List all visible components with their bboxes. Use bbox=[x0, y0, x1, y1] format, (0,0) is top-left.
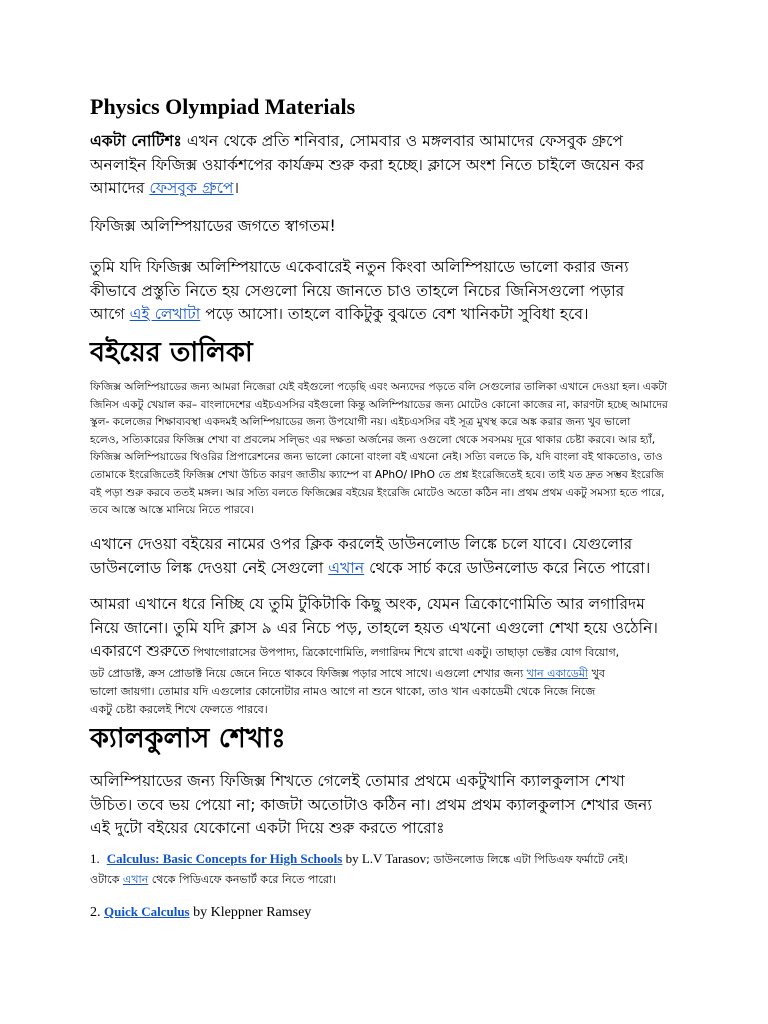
assume-line-6: একটু চেষ্টা করলেই শিখে ফেলতে পারবে। bbox=[90, 702, 268, 716]
booklist-line: বই পড়া শুরু করবে ততই মঙ্গল। আর সত্যি বলতে ফিজিক্সের বইয়ের ইংরেজি মোটেও অতো কঠিন না। প্রথম প্রথম একটু সমস্যা হতে পারে, bbox=[90, 486, 665, 499]
booklist-line: তোমাকে ইংরেজিতেই ফিজিক্স শেখা উচিত কারণ জাতীয় ক্যাম্পে বা APhO/ IPhO তে প্রশ্ন ইংরেজিতেই হবে। তাই যত দ্রুত সম্ভব ইংরেজি bbox=[90, 468, 664, 481]
book-list-item bbox=[90, 849, 710, 890]
notice-line-2: অনলাইন ফিজিক্স ওয়ার্কশপের কার্যক্রম শুরু করা হচ্ছে। ক্লাসে অংশ নিতে চাইলে জয়েন কর bbox=[90, 155, 645, 174]
book-line-1 bbox=[90, 902, 710, 923]
khan-academy-link[interactable]: খান একাডেমী bbox=[526, 666, 589, 680]
intro-line-2: কীভাবে প্রস্তুতি নিতে হয় সেগুলো নিয়ে জানতে চাও তাহলে নিচের জিনিসগুলো পড়ার bbox=[90, 281, 625, 300]
intro-paragraph bbox=[90, 256, 690, 327]
tarasov-book-link[interactable]: Calculus: Basic Concepts for High Schools bbox=[106, 851, 343, 866]
notice-line-1: একটা নোটিশঃ এখন থেকে প্রতি শনিবার, সোমবার ও মঙ্গলবার আমাদের ফেসবুক গ্রুপে bbox=[90, 132, 624, 150]
download-line-2: ডাউনলোড লিঙ্ক দেওয়া নেই সেগুলো এখান থেকে সার্চ করে ডাউনলোড করে নিতে পারো। bbox=[90, 558, 651, 577]
book-list-item bbox=[90, 902, 710, 923]
page-title: Physics Olympiad Materials bbox=[90, 94, 356, 119]
booklist-line: তবে আস্তে আস্তে মানিয়ে নিতে পারবে। bbox=[90, 504, 254, 517]
calculus-line-1: অলিম্পিয়াডের জন্য ফিজিক্স শিখতে গেলেই তোমার প্রথমে একটুখানি ক্যালকুলাস শেখা bbox=[90, 772, 625, 790]
assume-line-5: ভালো জায়গা। তোমার যদি এগুলোর কোনোটার নামও আগে না শুনে থাকো, তাও খান একাডেমী থেকে নিজে নিজে bbox=[90, 684, 596, 698]
intro-line-1: তুমি যদি ফিজিক্স অলিম্পিয়াডে একেবারেই নতুন কিংবা অলিম্পিয়াডে ভালো করার জন্য bbox=[90, 258, 629, 276]
calculus-line-2: উচিত। তবে ভয় পেয়ো না; কাজটা অতোটাও কঠিন না। প্রথম প্রথম ক্যালকুলাস শেখার জন্য bbox=[90, 795, 652, 814]
notice-line-3: আমাদের ফেসবুক গ্রুপে। bbox=[90, 179, 240, 197]
booklist-line: ফিজিক্স অলিম্পিয়াডের থিওরির প্রিপারেশনের জন্য ভালো কোনো বাংলা বই এখনো নেই। সত্যি বলতে কি, যদি বাংলা বই থাকতোও, তাও bbox=[90, 451, 663, 464]
book-author: by L.V Tarasov bbox=[342, 851, 427, 866]
booklist-heading: বইয়ের তালিকা bbox=[90, 337, 253, 368]
booklist-line: হলেও, সত্যিকারের ফিজিক্স শেখা বা প্রবলেম সল্ভিং এর দক্ষতা অর্জনের জন্য ওগুলো থেকে সবসময় দূরে থাকার চেষ্টা করবে। আর হ্যাঁ, bbox=[90, 433, 656, 446]
download-line-1: এখানে দেওয়া বইয়ের নামের ওপর ক্লিক করলেই ডাউনলোড লিঙ্কে চলে যাবে। যেগুলোর bbox=[90, 535, 633, 553]
assume-line-2: নিয়ে জানো। তুমি যদি ক্লাস ৯ এর নিচে পড়, তাহলে হয়ত এখনো এগুলো শেখা হয়ে ওঠেনি। bbox=[90, 618, 658, 637]
assume-line-4: ডট প্রোডাক্ট, ক্রস প্রোডাক্ট নিয়ে জেনে নিতে থাকবে ফিজিক্স পড়ার সাথে সাথে। এগুলো শেখার জন্য খান একাডেমী খুব bbox=[90, 666, 605, 680]
download-paragraph bbox=[90, 533, 690, 580]
book-number: 1. bbox=[90, 851, 100, 866]
booklist-line: স্কুল- কলেজের শিক্ষাব্যবস্থা একদমই অলিম্পিয়াডের জন্য উপযোগী নয়। এইচএসসির বই সূত্র মুখস্থ করে অঙ্ক করার জন্য খুব ভালো bbox=[90, 416, 631, 429]
booklist-paragraph bbox=[90, 379, 696, 520]
book-line-1: 1. Calculus: Basic Concepts for High Schools by L.V Tarasov; ডাউনলোড লিঙ্কে এটা পিডিএফ ফর্মাটে নেই। bbox=[90, 851, 629, 866]
convert-here-link[interactable]: এখান bbox=[122, 873, 149, 886]
calculus-paragraph bbox=[90, 770, 690, 841]
intro-line-3: আগে এই লেখাটা পড়ে আসো। তাহলে বাকিটুকু বুঝতে বেশ খানিকটা সুবিধা হবে। bbox=[90, 305, 589, 323]
notice-paragraph bbox=[90, 130, 690, 201]
booklist-line: ফিজিক্স অলিম্পিয়াডের জন্য আমরা নিজেরা যেই বইগুলো পড়েছি এবং অন্যদের পড়তে বলি সেগুলোর তালিকা এখানে দেওয়া হল। একটা bbox=[90, 381, 668, 393]
calculus-heading: ক্যালকুলাস শেখাঃ bbox=[90, 723, 286, 754]
welcome-text: ফিজিক্স অলিম্পিয়াডের জগতে স্বাগতম! bbox=[90, 217, 336, 235]
book-number: 2. bbox=[90, 905, 101, 920]
assume-paragraph bbox=[90, 593, 690, 719]
assume-line-3: একারণে শুরুতে পিথাগোরাসের উপপাদ্য, ত্রিকোণোমিতি, লগারিদম শিখে রাখো একটু। তাছাড়া ভেক্টর যোগ বিয়োগ, bbox=[90, 642, 620, 660]
booklist-line: জিনিস একটু খেয়াল কর– বাংলাদেশের এইচএসসির বইগুলো কিন্তু অলিম্পিয়াডের জন্য মোটেও কোনো কাজের না, কারণটা হচ্ছে আমাদের bbox=[90, 398, 668, 411]
assume-line-1: আমরা এখানে ধরে নিচ্ছি যে তুমি টুকিটাকি কিছু অংক, যেমন ত্রিকোণোমিতি আর লগারিদম bbox=[90, 595, 645, 613]
book-line-2: ওটাকে এখান থেকে পিডিএফে কনভার্ট করে নিতে পারো। bbox=[90, 873, 337, 886]
facebook-group-link[interactable]: ফেসবুক গ্রুপে bbox=[149, 179, 234, 197]
calculus-line-3: এই দুটো বইয়ের যেকোনো একটা দিয়ে শুরু করতে পারোঃ bbox=[90, 819, 445, 837]
notice-label: একটা নোটিশঃ bbox=[90, 132, 182, 150]
this-article-link[interactable]: এই লেখাটা bbox=[129, 305, 201, 323]
book-author: by Kleppner Ramsey bbox=[189, 905, 312, 920]
quick-calculus-link[interactable]: Quick Calculus bbox=[104, 904, 190, 919]
search-here-link[interactable]: এখান bbox=[328, 558, 365, 577]
